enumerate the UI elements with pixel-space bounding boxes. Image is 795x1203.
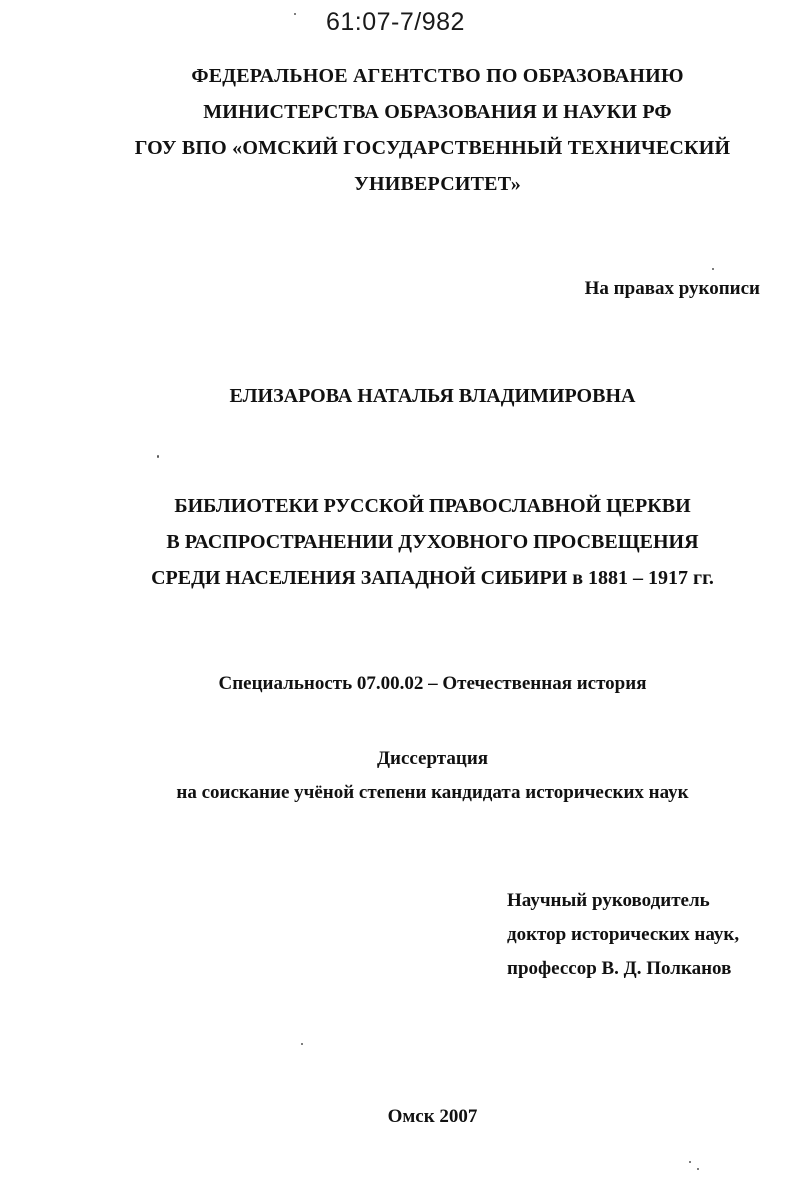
dissertation-title <box>0 488 795 596</box>
scan-speck <box>712 268 714 270</box>
organization-header <box>0 58 795 202</box>
supervisor-name: профессор В. Д. Полканов <box>507 958 732 979</box>
dissertation-block <box>0 742 795 810</box>
supervisor-role: Научный руководитель <box>507 890 710 911</box>
archive-code: 61:07-7/982 <box>326 8 465 36</box>
supervisor-block <box>507 884 739 986</box>
scan-speck <box>689 1161 691 1163</box>
title-line-1: БИБЛИОТЕКИ РУССКОЙ ПРАВОСЛАВНОЙ ЦЕРКВИ <box>174 495 691 517</box>
organization-line-2: МИНИСТЕРСТВА ОБРАЗОВАНИЯ И НАУКИ РФ <box>203 101 672 123</box>
title-line-3: СРЕДИ НАСЕЛЕНИЯ ЗАПАДНОЙ СИБИРИ в 1881 – 1917 гг. <box>151 567 714 589</box>
organization-line-1: ФЕДЕРАЛЬНОЕ АГЕНТСТВО ПО ОБРАЗОВАНИЮ <box>191 65 684 87</box>
title-line-2: В РАСПРОСТРАНЕНИИ ДУХОВНОГО ПРОСВЕЩЕНИЯ <box>166 531 699 553</box>
scan-speck <box>301 1043 303 1045</box>
specialty: Специальность 07.00.02 – Отечественная история <box>218 673 647 694</box>
organization-line-4: УНИВЕРСИТЕТ» <box>354 173 521 195</box>
dissertation-purpose: на соискание учёной степени кандидата исторических наук <box>176 782 689 803</box>
scan-speck <box>157 455 159 458</box>
dissertation-label: Диссертация <box>376 748 489 769</box>
organization-line-3: ГОУ ВПО «ОМСКИЙ ГОСУДАРСТВЕННЫЙ ТЕХНИЧЕСКИЙ <box>134 137 731 159</box>
scan-speck <box>294 13 296 15</box>
place-year: Омск 2007 <box>387 1106 478 1127</box>
author-name: ЕЛИЗАРОВА НАТАЛЬЯ ВЛАДИМИРОВНА <box>229 385 636 407</box>
supervisor-degree: доктор исторических наук, <box>507 924 740 945</box>
manuscript-note: На правах рукописи <box>584 278 760 299</box>
scan-speck <box>697 1168 699 1170</box>
